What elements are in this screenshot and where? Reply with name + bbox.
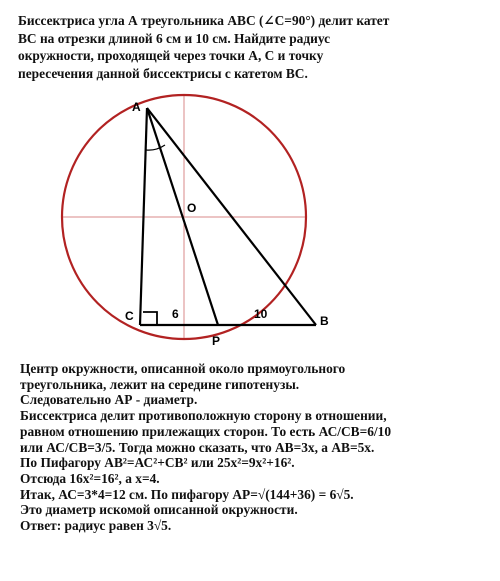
solution-line: треугольника, лежит на середине гипотенузы. [20,376,300,392]
solution-line: Центр окружности, описанной около прямоугольного [20,361,346,376]
solution-line: Следовательно АР - диаметр. [20,392,198,408]
solution-line: Отсюда 16х²=16², а х=4. [20,470,160,486]
problem-line: пересечения данной биссектрисы с катетом ВС. [18,65,308,81]
solution-text [20,361,490,534]
problem-line: ВС на отрезки длиной 6 см и 10 см. Найдите радиус [18,30,331,46]
solution-line: По Пифагору АВ²=АС²+СВ² или 25х²=9х²+16². [20,455,295,471]
solution-line: Это диаметр искомой описанной окружности. [20,502,298,518]
solution-line: равном отношению прилежащих сторон. То есть АС/СВ=6/10 [20,423,392,439]
right-angle-marker [143,312,157,325]
label-p: P [212,334,221,348]
problem-line: Биссектриса угла А треугольника АВС (∠С=90°) делит катет [18,13,390,28]
solution-line: Ответ: радиус равен 3√5. [20,518,172,534]
label-segment-cp: 6 [172,307,179,321]
label-segment-pb: 10 [254,307,268,321]
solution-line: Биссектриса делит противоположную сторону в отношении, [20,408,387,424]
label-c: C [125,309,134,323]
label-a: A [132,100,141,114]
problem-line: окружности, проходящей через точки А, С и точку [18,48,324,63]
angle-arc [146,145,165,150]
solution-line: или АС/СВ=3/5. Тогда можно сказать, что АВ=3х, а АВ=5х. [20,439,375,455]
label-b: B [320,314,329,328]
solution-line: Итак, АС=3*4=12 см. По пифагору АР=√(144+36) = 6√5. [20,486,354,502]
label-o: O [187,201,197,215]
